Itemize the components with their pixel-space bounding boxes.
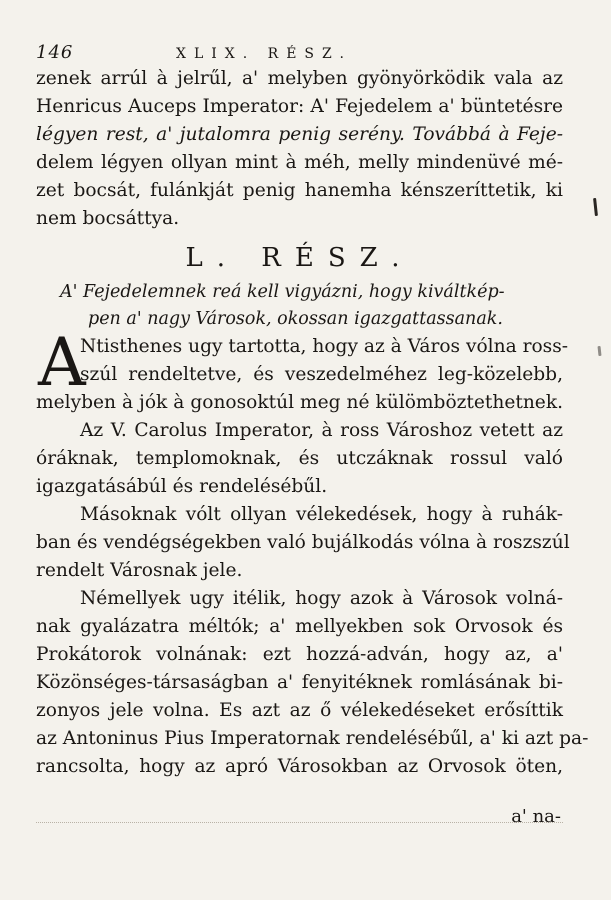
text-line: Ntisthenes ugy tartotta, hogy az à Város vólna ross-: [80, 336, 569, 357]
text-line: Másoknak vólt ollyan vélekedések, hogy à ruhák-: [80, 504, 563, 525]
text-line: szúl rendeltetve, és veszedelméhez leg-közelebb,: [80, 364, 563, 385]
summary-line: A' Fejedelemnek reá kell vigyázni, hogy kiváltkép-: [60, 282, 505, 302]
chapter-heading: L. RÉSZ.: [185, 243, 414, 273]
chapter-summary: [36, 279, 563, 333]
text-line: ban és vendégségekben való bujálkodás vólna à roszszúl: [36, 532, 570, 553]
running-head: [36, 42, 563, 63]
catchword: a' na-: [511, 806, 561, 827]
text-line: Az V. Carolus Imperator, à ross Városhoz vetett az: [80, 420, 563, 441]
page-number: 146: [36, 42, 74, 63]
text-line: óráknak, templomoknak, és utczáknak rossul való: [36, 448, 563, 469]
text-line: nak gyalázatra méltók; a' mellyekben sok Orvosok és: [36, 616, 563, 637]
margin-mark: [593, 198, 598, 216]
summary-line: pen a' nagy Városok, okossan igazgattassanak.: [88, 309, 503, 329]
body-text: [36, 324, 589, 781]
running-title: XLIX. RÉSZ.: [176, 46, 352, 62]
body-lines: [36, 389, 589, 781]
text-line: Közönséges-társaságban a' fenyitéknek romlásának bi-: [36, 672, 563, 693]
text-line: rancsolta, hogy az apró Városokban az Orvosok öten,: [36, 756, 563, 777]
text-line: delem légyen ollyan mint à méh, melly mindenüvé mé-: [36, 152, 563, 173]
text-line: rendelt Városnak jele.: [36, 560, 243, 581]
text-line: légyen rest, a' jutalomra penig serény. Továbbá à Feje-: [36, 124, 563, 145]
text-line: zet bocsát, fulánkját penig hanemha kénszeríttetik, ki: [36, 180, 563, 201]
text-line: melyben à jók à gonosoktúl meg né külömböztethetnek.: [36, 392, 563, 413]
text-line: zonyos jele volna. Es azt az ő vélekedéseket erősíttik: [36, 700, 563, 721]
text-line: az Antoninus Pius Imperatornak rendelésébűl, a' ki azt pa-: [36, 728, 589, 749]
text-line: Henricus Auceps Imperator: A' Fejedelem a' büntetésre: [36, 96, 563, 117]
text-line: Prokátorok volnának: ezt hozzá-adván, hogy az, a': [36, 644, 563, 665]
previous-section-text: [36, 65, 563, 233]
drop-cap: A: [38, 324, 86, 401]
text-line: igazgatásábúl és rendelésébűl.: [36, 476, 328, 497]
text-line: Némellyek ugy itélik, hogy azok à Városok volná-: [80, 588, 563, 609]
text-line: zenek arrúl à jelrűl, a' melyben gyönyörködik vala az: [36, 68, 563, 89]
page-foot-rule: [36, 822, 563, 824]
margin-mark: [597, 346, 601, 356]
text-line: nem bocsáttya.: [36, 208, 180, 229]
